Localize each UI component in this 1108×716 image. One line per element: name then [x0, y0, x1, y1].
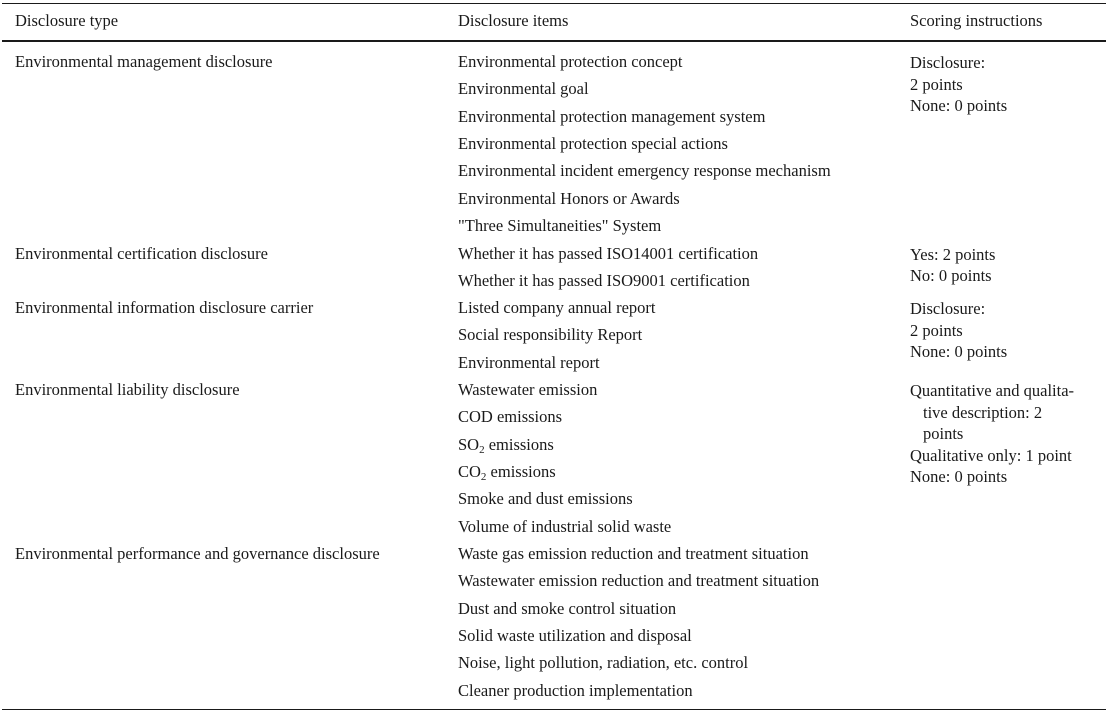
scoring-line-wrap-3: points: [923, 424, 964, 443]
scoring-cell: [910, 244, 1100, 287]
disclosure-item: Social responsibility Report: [458, 325, 643, 345]
scoring-line: Disclosure:: [910, 299, 986, 318]
scoring-cell: [910, 298, 1100, 363]
disclosure-item: Environmental Honors or Awards: [458, 188, 680, 208]
header-disclosure-type: Disclosure type: [15, 11, 119, 30]
disclosure-item: Environmental protection special actions: [458, 134, 728, 154]
bottom-rule: [2, 709, 1106, 710]
disclosure-item: Solid waste utilization and disposal: [458, 626, 692, 646]
disclosure-item: Smoke and dust emissions: [458, 489, 633, 509]
header-disclosure-items: Disclosure items: [458, 11, 569, 30]
disclosure-item: Wastewater emission reduction and treatment situation: [458, 571, 820, 591]
disclosure-item: COD emissions: [458, 407, 563, 427]
scoring-line: None: 0 points: [910, 342, 1008, 361]
disclosure-item: Environmental incident emergency response mechanism: [458, 161, 831, 181]
disclosure-item: Listed company annual report: [458, 298, 656, 317]
disclosure-item: [458, 435, 671, 462]
chem-formula-base: SO: [458, 434, 480, 454]
disclosure-item: Environmental goal: [458, 79, 589, 99]
disclosure-item: Environmental protection management system: [458, 106, 766, 126]
disclosure-item: Whether it has passed ISO9001 certification: [458, 270, 750, 290]
scoring-line-wrap-2: tive description: 2: [923, 402, 1043, 422]
disclosure-item: Waste gas emission reduction and treatment situation: [458, 544, 809, 563]
chem-formula-rest: emissions: [486, 462, 556, 482]
scoring-line: Disclosure:: [910, 53, 986, 72]
disclosure-type-cell: Environmental management disclosure: [15, 52, 273, 71]
chem-formula-subscript: 2: [479, 443, 485, 456]
disclosure-item: Whether it has passed ISO14001 certification: [458, 243, 759, 263]
disclosure-items-list: [458, 544, 819, 708]
disclosure-item: Volume of industrial solid waste: [458, 516, 672, 536]
disclosure-item: Dust and smoke control situation: [458, 598, 677, 618]
scoring-line: No: 0 points: [910, 266, 992, 285]
chem-formula-subscript: 2: [480, 471, 487, 484]
chem-formula-base: CO: [458, 462, 481, 482]
disclosure-items-list: [458, 52, 831, 243]
disclosure-item: Cleaner production implementation: [458, 680, 693, 700]
disclosure-item: [458, 462, 671, 489]
scoring-line: None: 0 points: [910, 96, 1008, 115]
scoring-line: 2 points: [910, 320, 963, 340]
scoring-line-wrap-1: Quantitative and qualita-: [910, 381, 1075, 400]
scoring-line: [910, 380, 1100, 445]
chem-formula-rest: emissions: [484, 434, 554, 454]
disclosure-items-list: [458, 298, 655, 380]
top-rule: [2, 3, 1106, 4]
disclosure-item: "Three Simultaneities" System: [458, 216, 662, 236]
disclosure-item: Noise, light pollution, radiation, etc. control: [458, 653, 749, 673]
scoring-cell: [910, 52, 1100, 117]
header-rule: [2, 40, 1106, 42]
scoring-line: None: 0 points: [910, 467, 1008, 486]
scoring-cell: [910, 380, 1100, 488]
scoring-line: 2 points: [910, 74, 963, 94]
disclosure-item: Environmental protection concept: [458, 52, 683, 71]
disclosure-type-cell: Environmental information disclosure carrier: [15, 298, 314, 317]
disclosure-item: Wastewater emission: [458, 380, 598, 399]
disclosure-type-cell: Environmental performance and governance disclosure: [15, 544, 380, 563]
disclosure-item: Environmental report: [458, 352, 600, 372]
disclosure-items-list: [458, 380, 671, 544]
disclosure-type-cell: Environmental liability disclosure: [15, 380, 240, 399]
scoring-line: Qualitative only: 1 point: [910, 445, 1072, 465]
disclosure-type-cell: Environmental certification disclosure: [15, 243, 268, 263]
header-scoring-instructions: Scoring instructions: [910, 11, 1043, 30]
disclosure-items-list: [458, 244, 758, 299]
scoring-line: Yes: 2 points: [910, 244, 996, 264]
